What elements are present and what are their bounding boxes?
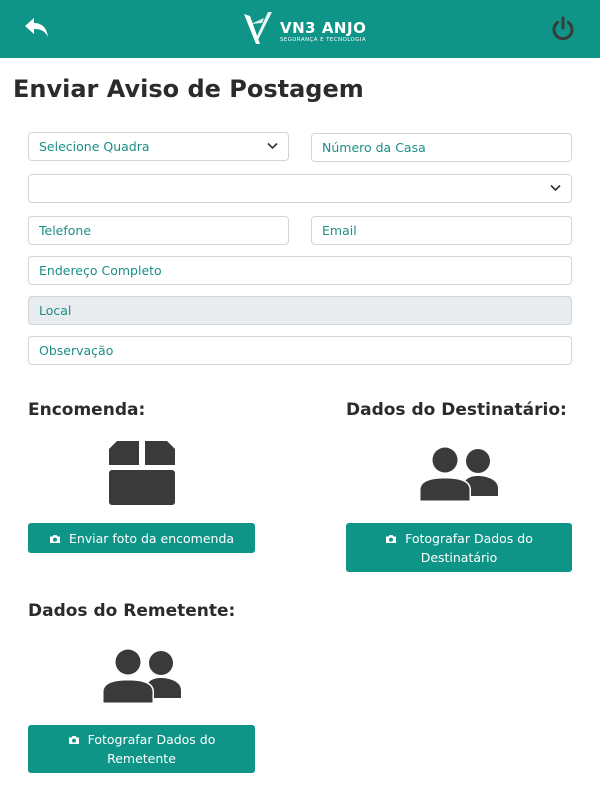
box-icon	[109, 441, 175, 505]
logo-mark-icon	[242, 10, 276, 48]
brand-logo	[242, 10, 367, 48]
numero-casa-input[interactable]	[311, 133, 572, 162]
photograph-recipient-label-line1: Fotografar Dados do	[405, 530, 533, 546]
secondary-select[interactable]	[28, 174, 572, 203]
observacao-input[interactable]	[28, 336, 572, 365]
endereco-input[interactable]	[28, 256, 572, 285]
quadra-select-value: Selecione Quadra	[39, 139, 150, 154]
photograph-sender-label-line2: Remetente	[107, 751, 176, 766]
photograph-recipient-button[interactable]	[346, 523, 572, 572]
quadra-select[interactable]	[28, 132, 289, 161]
users-icon	[419, 446, 499, 502]
email-placeholder: Email	[322, 223, 357, 238]
destinatario-title: Dados do Destinatário:	[346, 400, 567, 420]
send-package-photo-label: Enviar foto da encomenda	[68, 530, 235, 546]
observacao-placeholder: Observação	[39, 343, 114, 358]
encomenda-title: Encomenda:	[28, 400, 146, 420]
chevron-down-icon	[550, 184, 561, 192]
telefone-input[interactable]	[28, 216, 289, 245]
back-button[interactable]	[22, 14, 52, 44]
back-arrow-icon	[22, 14, 52, 44]
telefone-placeholder: Telefone	[39, 223, 92, 238]
app-header	[0, 0, 600, 58]
users-icon	[102, 648, 182, 704]
numero-casa-placeholder: Número da Casa	[322, 140, 426, 155]
photograph-sender-button[interactable]	[28, 725, 255, 773]
photograph-recipient-label-line2: Destinatário	[420, 549, 498, 565]
camera-icon	[49, 534, 61, 544]
remetente-title: Dados do Remetente:	[28, 601, 236, 621]
logo-tagline: SEGURANÇA E TECNOLOGIA	[280, 37, 367, 43]
camera-icon	[68, 735, 80, 745]
power-icon	[548, 14, 578, 44]
photograph-sender-label-line1: Fotografar Dados do	[87, 732, 216, 747]
send-package-photo-button[interactable]	[28, 523, 255, 553]
logo-name: VN3 ANJO	[280, 19, 367, 37]
chevron-down-icon	[267, 142, 278, 150]
local-placeholder: Local	[39, 303, 72, 318]
page-title: Enviar Aviso de Postagem	[13, 75, 364, 103]
logout-button[interactable]	[548, 14, 578, 44]
email-input[interactable]	[311, 216, 572, 245]
endereco-placeholder: Endereço Completo	[39, 263, 162, 278]
camera-icon	[385, 534, 397, 544]
local-input	[28, 296, 572, 325]
